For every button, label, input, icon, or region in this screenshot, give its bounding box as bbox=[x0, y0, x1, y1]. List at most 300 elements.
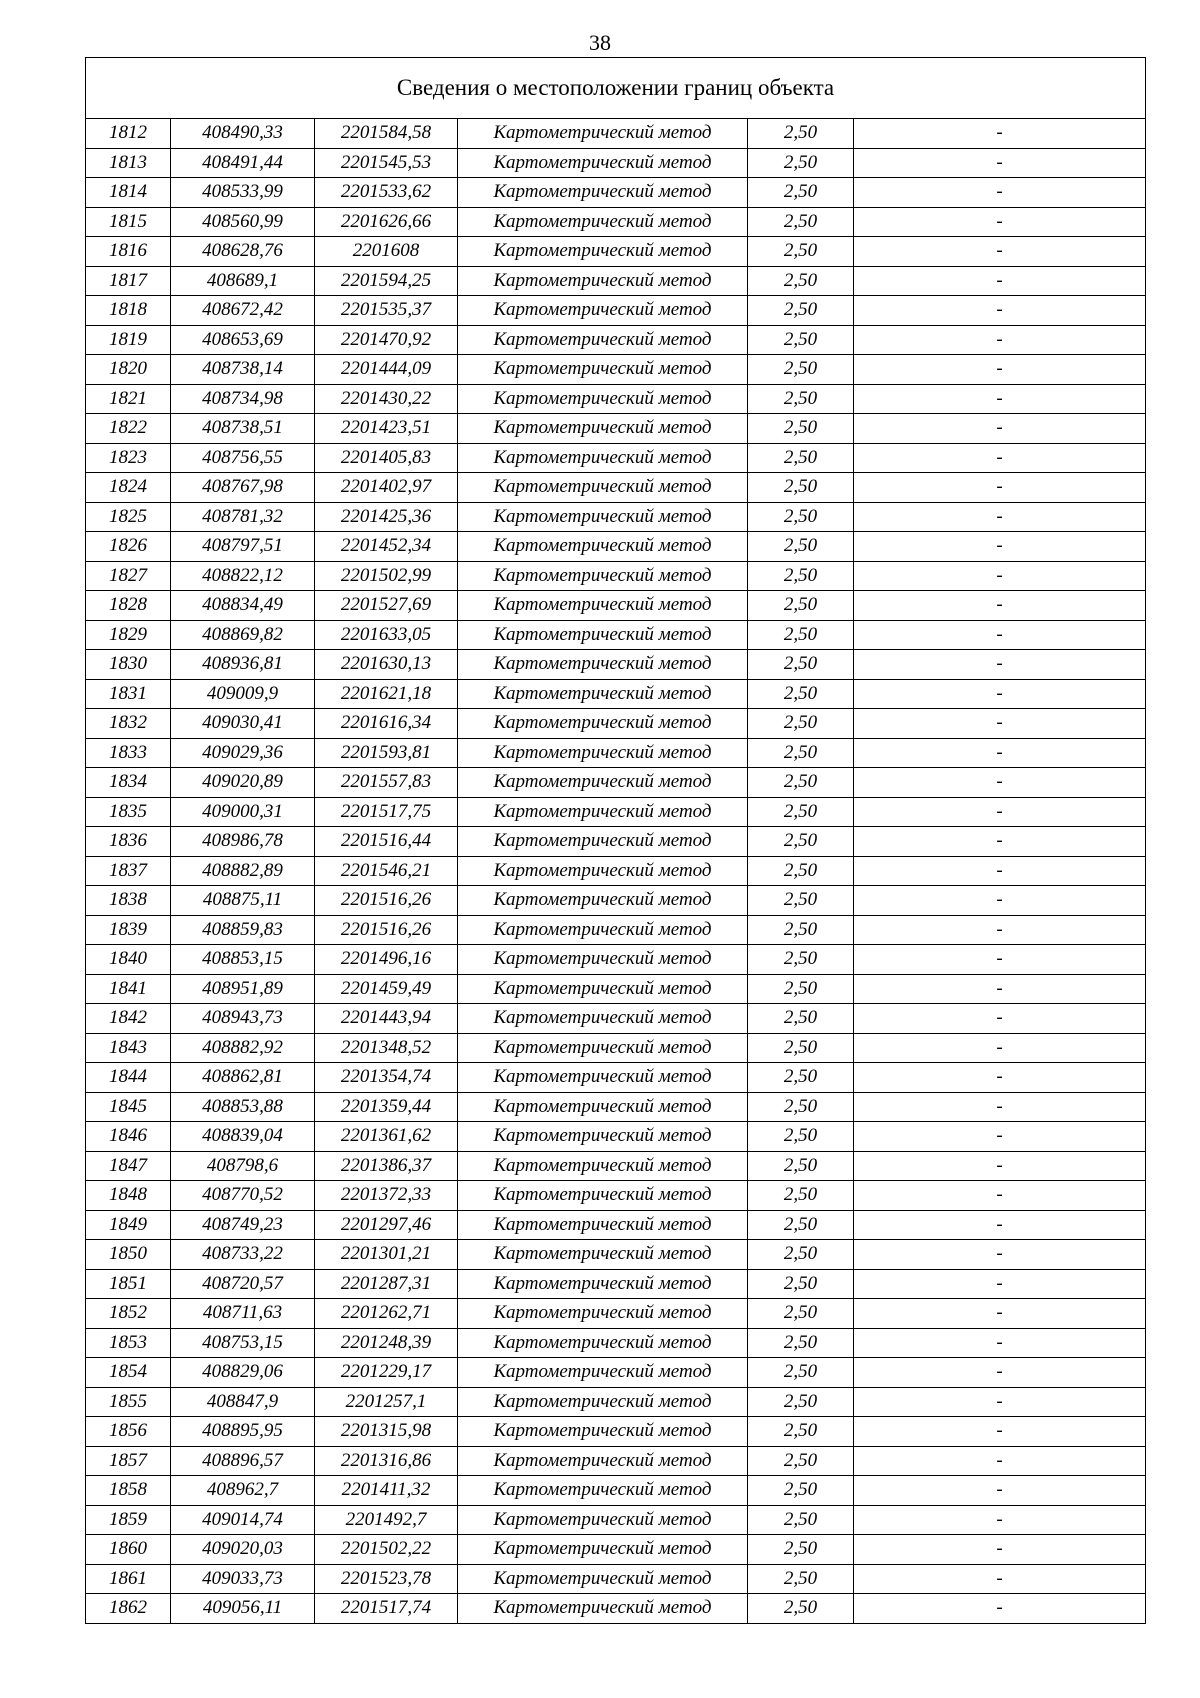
y-coordinate-cell: 2201452,34 bbox=[315, 532, 458, 562]
accuracy-cell: 2,50 bbox=[748, 650, 854, 680]
method-cell: Картометрический метод bbox=[458, 207, 748, 237]
x-coordinate-cell: 408829,06 bbox=[171, 1358, 315, 1388]
y-coordinate-cell: 2201502,99 bbox=[315, 561, 458, 591]
x-coordinate-cell: 409020,03 bbox=[171, 1535, 315, 1565]
y-coordinate-cell: 2201348,52 bbox=[315, 1033, 458, 1063]
x-coordinate-cell: 408711,63 bbox=[171, 1299, 315, 1329]
method-cell: Картометрический метод bbox=[458, 1004, 748, 1034]
page-number: 38 bbox=[589, 30, 611, 55]
method-cell: Картометрический метод bbox=[458, 591, 748, 621]
point-number-cell: 1851 bbox=[86, 1269, 171, 1299]
y-coordinate-cell: 2201621,18 bbox=[315, 679, 458, 709]
table-row bbox=[86, 325, 1146, 355]
description-cell: - bbox=[854, 1033, 1146, 1063]
table-row bbox=[86, 532, 1146, 562]
point-number-cell: 1856 bbox=[86, 1417, 171, 1447]
point-number-cell: 1823 bbox=[86, 443, 171, 473]
x-coordinate-cell: 408490,33 bbox=[171, 119, 315, 149]
x-coordinate-cell: 408689,1 bbox=[171, 266, 315, 296]
point-number-cell: 1833 bbox=[86, 738, 171, 768]
method-cell: Картометрический метод bbox=[458, 384, 748, 414]
x-coordinate-cell: 408753,15 bbox=[171, 1328, 315, 1358]
method-cell: Картометрический метод bbox=[458, 679, 748, 709]
point-number-cell: 1832 bbox=[86, 709, 171, 739]
y-coordinate-cell: 2201533,62 bbox=[315, 178, 458, 208]
table-row bbox=[86, 119, 1146, 149]
table-row bbox=[86, 709, 1146, 739]
x-coordinate-cell: 408862,81 bbox=[171, 1063, 315, 1093]
method-cell: Картометрический метод bbox=[458, 797, 748, 827]
accuracy-cell: 2,50 bbox=[748, 1476, 854, 1506]
table-row bbox=[86, 1535, 1146, 1565]
accuracy-cell: 2,50 bbox=[748, 414, 854, 444]
method-cell: Картометрический метод bbox=[458, 1387, 748, 1417]
x-coordinate-cell: 408896,57 bbox=[171, 1446, 315, 1476]
table-title-row bbox=[86, 58, 1146, 119]
y-coordinate-cell: 2201262,71 bbox=[315, 1299, 458, 1329]
accuracy-cell: 2,50 bbox=[748, 1240, 854, 1270]
x-coordinate-cell: 408853,15 bbox=[171, 945, 315, 975]
method-cell: Картометрический метод bbox=[458, 502, 748, 532]
description-cell: - bbox=[854, 1476, 1146, 1506]
y-coordinate-cell: 2201516,26 bbox=[315, 886, 458, 916]
accuracy-cell: 2,50 bbox=[748, 296, 854, 326]
y-coordinate-cell: 2201633,05 bbox=[315, 620, 458, 650]
x-coordinate-cell: 409029,36 bbox=[171, 738, 315, 768]
accuracy-cell: 2,50 bbox=[748, 1151, 854, 1181]
accuracy-cell: 2,50 bbox=[748, 827, 854, 857]
table-row bbox=[86, 296, 1146, 326]
point-number-cell: 1859 bbox=[86, 1505, 171, 1535]
y-coordinate-cell: 2201546,21 bbox=[315, 856, 458, 886]
accuracy-cell: 2,50 bbox=[748, 148, 854, 178]
method-cell: Картометрический метод bbox=[458, 443, 748, 473]
accuracy-cell: 2,50 bbox=[748, 738, 854, 768]
point-number-cell: 1839 bbox=[86, 915, 171, 945]
description-cell: - bbox=[854, 1240, 1146, 1270]
method-cell: Картометрический метод bbox=[458, 1328, 748, 1358]
description-cell: - bbox=[854, 856, 1146, 886]
table-row bbox=[86, 148, 1146, 178]
y-coordinate-cell: 2201626,66 bbox=[315, 207, 458, 237]
description-cell: - bbox=[854, 1299, 1146, 1329]
table-row bbox=[86, 1033, 1146, 1063]
accuracy-cell: 2,50 bbox=[748, 384, 854, 414]
description-cell: - bbox=[854, 886, 1146, 916]
x-coordinate-cell: 408822,12 bbox=[171, 561, 315, 591]
y-coordinate-cell: 2201516,44 bbox=[315, 827, 458, 857]
accuracy-cell: 2,50 bbox=[748, 591, 854, 621]
x-coordinate-cell: 409030,41 bbox=[171, 709, 315, 739]
x-coordinate-cell: 408834,49 bbox=[171, 591, 315, 621]
description-cell: - bbox=[854, 561, 1146, 591]
accuracy-cell: 2,50 bbox=[748, 945, 854, 975]
y-coordinate-cell: 2201492,7 bbox=[315, 1505, 458, 1535]
table-row bbox=[86, 1269, 1146, 1299]
x-coordinate-cell: 408986,78 bbox=[171, 827, 315, 857]
method-cell: Картометрический метод bbox=[458, 1122, 748, 1152]
description-cell: - bbox=[854, 1446, 1146, 1476]
x-coordinate-cell: 409009,9 bbox=[171, 679, 315, 709]
x-coordinate-cell: 409056,11 bbox=[171, 1594, 315, 1624]
accuracy-cell: 2,50 bbox=[748, 473, 854, 503]
y-coordinate-cell: 2201630,13 bbox=[315, 650, 458, 680]
description-cell: - bbox=[854, 768, 1146, 798]
table-row bbox=[86, 1240, 1146, 1270]
y-coordinate-cell: 2201405,83 bbox=[315, 443, 458, 473]
accuracy-cell: 2,50 bbox=[748, 1535, 854, 1565]
table-row bbox=[86, 856, 1146, 886]
method-cell: Картометрический метод bbox=[458, 974, 748, 1004]
point-number-cell: 1858 bbox=[86, 1476, 171, 1506]
method-cell: Картометрический метод bbox=[458, 945, 748, 975]
x-coordinate-cell: 408560,99 bbox=[171, 207, 315, 237]
table-row bbox=[86, 974, 1146, 1004]
x-coordinate-cell: 408533,99 bbox=[171, 178, 315, 208]
description-cell: - bbox=[854, 650, 1146, 680]
point-number-cell: 1818 bbox=[86, 296, 171, 326]
y-coordinate-cell: 2201557,83 bbox=[315, 768, 458, 798]
accuracy-cell: 2,50 bbox=[748, 207, 854, 237]
y-coordinate-cell: 2201411,32 bbox=[315, 1476, 458, 1506]
y-coordinate-cell: 2201287,31 bbox=[315, 1269, 458, 1299]
y-coordinate-cell: 2201372,33 bbox=[315, 1181, 458, 1211]
table-row bbox=[86, 443, 1146, 473]
x-coordinate-cell: 409000,31 bbox=[171, 797, 315, 827]
x-coordinate-cell: 408720,57 bbox=[171, 1269, 315, 1299]
y-coordinate-cell: 2201594,25 bbox=[315, 266, 458, 296]
table-row bbox=[86, 768, 1146, 798]
y-coordinate-cell: 2201608 bbox=[315, 237, 458, 267]
point-number-cell: 1828 bbox=[86, 591, 171, 621]
description-cell: - bbox=[854, 1181, 1146, 1211]
point-number-cell: 1842 bbox=[86, 1004, 171, 1034]
accuracy-cell: 2,50 bbox=[748, 1092, 854, 1122]
table-row bbox=[86, 1446, 1146, 1476]
description-cell: - bbox=[854, 207, 1146, 237]
y-coordinate-cell: 2201430,22 bbox=[315, 384, 458, 414]
method-cell: Картометрический метод bbox=[458, 532, 748, 562]
description-cell: - bbox=[854, 945, 1146, 975]
method-cell: Картометрический метод bbox=[458, 1535, 748, 1565]
x-coordinate-cell: 408962,7 bbox=[171, 1476, 315, 1506]
y-coordinate-cell: 2201593,81 bbox=[315, 738, 458, 768]
y-coordinate-cell: 2201443,94 bbox=[315, 1004, 458, 1034]
table-row bbox=[86, 797, 1146, 827]
description-cell: - bbox=[854, 1328, 1146, 1358]
y-coordinate-cell: 2201315,98 bbox=[315, 1417, 458, 1447]
accuracy-cell: 2,50 bbox=[748, 178, 854, 208]
table-row bbox=[86, 915, 1146, 945]
description-cell: - bbox=[854, 119, 1146, 149]
y-coordinate-cell: 2201257,1 bbox=[315, 1387, 458, 1417]
table-row bbox=[86, 473, 1146, 503]
point-number-cell: 1819 bbox=[86, 325, 171, 355]
y-coordinate-cell: 2201354,74 bbox=[315, 1063, 458, 1093]
point-number-cell: 1838 bbox=[86, 886, 171, 916]
accuracy-cell: 2,50 bbox=[748, 1033, 854, 1063]
x-coordinate-cell: 408859,83 bbox=[171, 915, 315, 945]
point-number-cell: 1857 bbox=[86, 1446, 171, 1476]
table-row bbox=[86, 591, 1146, 621]
y-coordinate-cell: 2201301,21 bbox=[315, 1240, 458, 1270]
description-cell: - bbox=[854, 532, 1146, 562]
table-row bbox=[86, 1476, 1146, 1506]
method-cell: Картометрический метод bbox=[458, 620, 748, 650]
accuracy-cell: 2,50 bbox=[748, 797, 854, 827]
description-cell: - bbox=[854, 237, 1146, 267]
method-cell: Картометрический метод bbox=[458, 1063, 748, 1093]
method-cell: Картометрический метод bbox=[458, 1564, 748, 1594]
description-cell: - bbox=[854, 266, 1146, 296]
accuracy-cell: 2,50 bbox=[748, 856, 854, 886]
x-coordinate-cell: 408770,52 bbox=[171, 1181, 315, 1211]
point-number-cell: 1840 bbox=[86, 945, 171, 975]
description-cell: - bbox=[854, 414, 1146, 444]
x-coordinate-cell: 408869,82 bbox=[171, 620, 315, 650]
point-number-cell: 1831 bbox=[86, 679, 171, 709]
y-coordinate-cell: 2201535,37 bbox=[315, 296, 458, 326]
accuracy-cell: 2,50 bbox=[748, 1358, 854, 1388]
method-cell: Картометрический метод bbox=[458, 266, 748, 296]
method-cell: Картометрический метод bbox=[458, 1210, 748, 1240]
x-coordinate-cell: 408936,81 bbox=[171, 650, 315, 680]
description-cell: - bbox=[854, 443, 1146, 473]
method-cell: Картометрический метод bbox=[458, 473, 748, 503]
y-coordinate-cell: 2201297,46 bbox=[315, 1210, 458, 1240]
x-coordinate-cell: 409033,73 bbox=[171, 1564, 315, 1594]
table-row bbox=[86, 1387, 1146, 1417]
accuracy-cell: 2,50 bbox=[748, 886, 854, 916]
x-coordinate-cell: 409014,74 bbox=[171, 1505, 315, 1535]
y-coordinate-cell: 2201402,97 bbox=[315, 473, 458, 503]
method-cell: Картометрический метод bbox=[458, 1476, 748, 1506]
accuracy-cell: 2,50 bbox=[748, 620, 854, 650]
x-coordinate-cell: 408653,69 bbox=[171, 325, 315, 355]
table-row bbox=[86, 827, 1146, 857]
table-row bbox=[86, 178, 1146, 208]
description-cell: - bbox=[854, 1063, 1146, 1093]
description-cell: - bbox=[854, 502, 1146, 532]
accuracy-cell: 2,50 bbox=[748, 325, 854, 355]
accuracy-cell: 2,50 bbox=[748, 1446, 854, 1476]
x-coordinate-cell: 408738,51 bbox=[171, 414, 315, 444]
table-row bbox=[86, 1151, 1146, 1181]
point-number-cell: 1814 bbox=[86, 178, 171, 208]
description-cell: - bbox=[854, 1151, 1146, 1181]
x-coordinate-cell: 408853,88 bbox=[171, 1092, 315, 1122]
point-number-cell: 1829 bbox=[86, 620, 171, 650]
y-coordinate-cell: 2201359,44 bbox=[315, 1092, 458, 1122]
accuracy-cell: 2,50 bbox=[748, 119, 854, 149]
point-number-cell: 1815 bbox=[86, 207, 171, 237]
y-coordinate-cell: 2201229,17 bbox=[315, 1358, 458, 1388]
point-number-cell: 1837 bbox=[86, 856, 171, 886]
point-number-cell: 1836 bbox=[86, 827, 171, 857]
point-number-cell: 1822 bbox=[86, 414, 171, 444]
method-cell: Картометрический метод bbox=[458, 1446, 748, 1476]
description-cell: - bbox=[854, 1269, 1146, 1299]
x-coordinate-cell: 408734,98 bbox=[171, 384, 315, 414]
x-coordinate-cell: 408738,14 bbox=[171, 355, 315, 385]
y-coordinate-cell: 2201470,92 bbox=[315, 325, 458, 355]
accuracy-cell: 2,50 bbox=[748, 355, 854, 385]
accuracy-cell: 2,50 bbox=[748, 1004, 854, 1034]
table-row bbox=[86, 679, 1146, 709]
table-row bbox=[86, 1417, 1146, 1447]
table-row bbox=[86, 561, 1146, 591]
accuracy-cell: 2,50 bbox=[748, 1328, 854, 1358]
table-row bbox=[86, 1210, 1146, 1240]
description-cell: - bbox=[854, 797, 1146, 827]
method-cell: Картометрический метод bbox=[458, 709, 748, 739]
x-coordinate-cell: 408797,51 bbox=[171, 532, 315, 562]
point-number-cell: 1852 bbox=[86, 1299, 171, 1329]
y-coordinate-cell: 2201516,26 bbox=[315, 915, 458, 945]
accuracy-cell: 2,50 bbox=[748, 1387, 854, 1417]
description-cell: - bbox=[854, 473, 1146, 503]
method-cell: Картометрический метод bbox=[458, 1417, 748, 1447]
table-row bbox=[86, 1358, 1146, 1388]
description-cell: - bbox=[854, 827, 1146, 857]
y-coordinate-cell: 2201584,58 bbox=[315, 119, 458, 149]
point-number-cell: 1820 bbox=[86, 355, 171, 385]
method-cell: Картометрический метод bbox=[458, 738, 748, 768]
accuracy-cell: 2,50 bbox=[748, 1210, 854, 1240]
point-number-cell: 1825 bbox=[86, 502, 171, 532]
point-number-cell: 1845 bbox=[86, 1092, 171, 1122]
x-coordinate-cell: 408847,9 bbox=[171, 1387, 315, 1417]
table-row bbox=[86, 1004, 1146, 1034]
description-cell: - bbox=[854, 679, 1146, 709]
boundary-coordinates-table bbox=[85, 57, 1146, 1624]
method-cell: Картометрический метод bbox=[458, 178, 748, 208]
table-row bbox=[86, 502, 1146, 532]
table-row bbox=[86, 1594, 1146, 1624]
method-cell: Картометрический метод bbox=[458, 1299, 748, 1329]
method-cell: Картометрический метод bbox=[458, 1240, 748, 1270]
description-cell: - bbox=[854, 591, 1146, 621]
point-number-cell: 1817 bbox=[86, 266, 171, 296]
x-coordinate-cell: 408895,95 bbox=[171, 1417, 315, 1447]
y-coordinate-cell: 2201545,53 bbox=[315, 148, 458, 178]
y-coordinate-cell: 2201517,74 bbox=[315, 1594, 458, 1624]
y-coordinate-cell: 2201616,34 bbox=[315, 709, 458, 739]
x-coordinate-cell: 408951,89 bbox=[171, 974, 315, 1004]
table-row bbox=[86, 1564, 1146, 1594]
method-cell: Картометрический метод bbox=[458, 1151, 748, 1181]
description-cell: - bbox=[854, 1505, 1146, 1535]
point-number-cell: 1812 bbox=[86, 119, 171, 149]
accuracy-cell: 2,50 bbox=[748, 266, 854, 296]
description-cell: - bbox=[854, 620, 1146, 650]
y-coordinate-cell: 2201386,37 bbox=[315, 1151, 458, 1181]
accuracy-cell: 2,50 bbox=[748, 1269, 854, 1299]
x-coordinate-cell: 408882,92 bbox=[171, 1033, 315, 1063]
x-coordinate-cell: 408781,32 bbox=[171, 502, 315, 532]
point-number-cell: 1855 bbox=[86, 1387, 171, 1417]
method-cell: Картометрический метод bbox=[458, 148, 748, 178]
description-cell: - bbox=[854, 1417, 1146, 1447]
table-row bbox=[86, 1505, 1146, 1535]
x-coordinate-cell: 408491,44 bbox=[171, 148, 315, 178]
point-number-cell: 1830 bbox=[86, 650, 171, 680]
accuracy-cell: 2,50 bbox=[748, 443, 854, 473]
table-row bbox=[86, 1092, 1146, 1122]
table-row bbox=[86, 1299, 1146, 1329]
point-number-cell: 1849 bbox=[86, 1210, 171, 1240]
table-row bbox=[86, 266, 1146, 296]
point-number-cell: 1861 bbox=[86, 1564, 171, 1594]
accuracy-cell: 2,50 bbox=[748, 1181, 854, 1211]
method-cell: Картометрический метод bbox=[458, 296, 748, 326]
method-cell: Картометрический метод bbox=[458, 237, 748, 267]
description-cell: - bbox=[854, 1092, 1146, 1122]
method-cell: Картометрический метод bbox=[458, 827, 748, 857]
description-cell: - bbox=[854, 1004, 1146, 1034]
accuracy-cell: 2,50 bbox=[748, 1299, 854, 1329]
x-coordinate-cell: 408749,23 bbox=[171, 1210, 315, 1240]
y-coordinate-cell: 2201361,62 bbox=[315, 1122, 458, 1152]
accuracy-cell: 2,50 bbox=[748, 768, 854, 798]
accuracy-cell: 2,50 bbox=[748, 1564, 854, 1594]
x-coordinate-cell: 408798,6 bbox=[171, 1151, 315, 1181]
x-coordinate-cell: 408875,11 bbox=[171, 886, 315, 916]
accuracy-cell: 2,50 bbox=[748, 502, 854, 532]
description-cell: - bbox=[854, 1122, 1146, 1152]
accuracy-cell: 2,50 bbox=[748, 1417, 854, 1447]
x-coordinate-cell: 409020,89 bbox=[171, 768, 315, 798]
method-cell: Картометрический метод bbox=[458, 119, 748, 149]
table-row bbox=[86, 1063, 1146, 1093]
accuracy-cell: 2,50 bbox=[748, 1122, 854, 1152]
table-row bbox=[86, 414, 1146, 444]
x-coordinate-cell: 408767,98 bbox=[171, 473, 315, 503]
description-cell: - bbox=[854, 1564, 1146, 1594]
table-row bbox=[86, 650, 1146, 680]
method-cell: Картометрический метод bbox=[458, 1505, 748, 1535]
x-coordinate-cell: 408882,89 bbox=[171, 856, 315, 886]
point-number-cell: 1816 bbox=[86, 237, 171, 267]
point-number-cell: 1860 bbox=[86, 1535, 171, 1565]
description-cell: - bbox=[854, 178, 1146, 208]
table-row bbox=[86, 1122, 1146, 1152]
point-number-cell: 1854 bbox=[86, 1358, 171, 1388]
point-number-cell: 1826 bbox=[86, 532, 171, 562]
accuracy-cell: 2,50 bbox=[748, 679, 854, 709]
method-cell: Картометрический метод bbox=[458, 414, 748, 444]
y-coordinate-cell: 2201517,75 bbox=[315, 797, 458, 827]
accuracy-cell: 2,50 bbox=[748, 532, 854, 562]
table-row bbox=[86, 1328, 1146, 1358]
point-number-cell: 1813 bbox=[86, 148, 171, 178]
y-coordinate-cell: 2201423,51 bbox=[315, 414, 458, 444]
description-cell: - bbox=[854, 915, 1146, 945]
description-cell: - bbox=[854, 1594, 1146, 1624]
method-cell: Картометрический метод bbox=[458, 1269, 748, 1299]
table-row bbox=[86, 355, 1146, 385]
table-row bbox=[86, 620, 1146, 650]
description-cell: - bbox=[854, 325, 1146, 355]
method-cell: Картометрический метод bbox=[458, 1033, 748, 1063]
accuracy-cell: 2,50 bbox=[748, 709, 854, 739]
method-cell: Картометрический метод bbox=[458, 1181, 748, 1211]
x-coordinate-cell: 408733,22 bbox=[171, 1240, 315, 1270]
table-row bbox=[86, 886, 1146, 916]
method-cell: Картометрический метод bbox=[458, 1092, 748, 1122]
method-cell: Картометрический метод bbox=[458, 325, 748, 355]
description-cell: - bbox=[854, 355, 1146, 385]
